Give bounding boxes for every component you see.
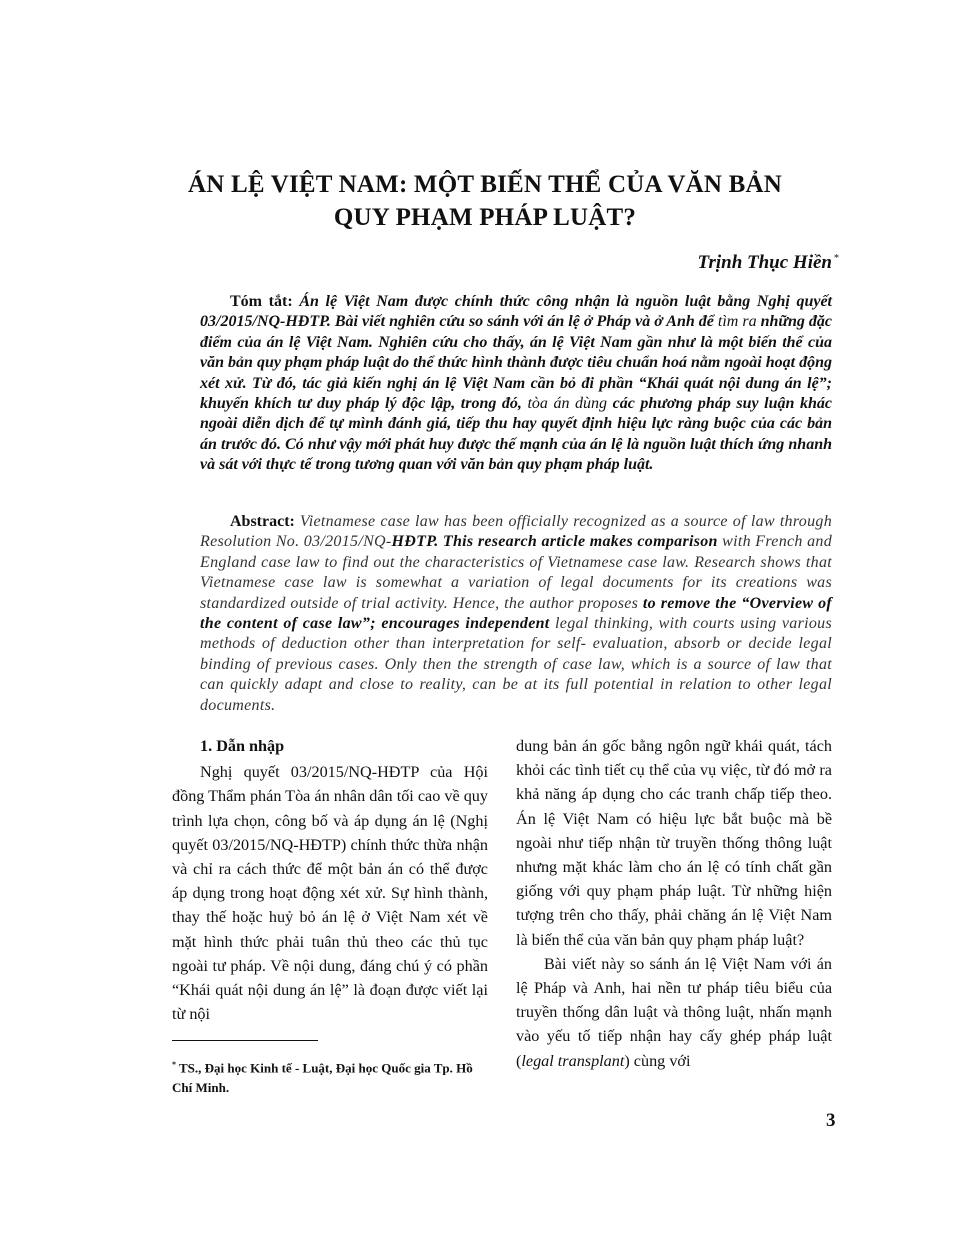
vi-abstract-text-3: những đặc điểm của án lệ Việt Nam. Nghiên cứu cho thấy, án lệ Việt Nam gần như là một biến thể của văn bản quy phạm pháp luật do thể thức hình thành được tiêu chuẩn hoá nằm ngoài hoạt động xét xử. Từ đó, tác giả kiến nghị án lệ Việt Nam cần bỏ đi phần “Khái quát nội dung án lệ”; khuyến khích tư duy pháp lý độc lập, trong đó, — [200, 313, 833, 413]
footnote-text: TS., Đại học Kinh tế - Luật, Đại học Quốc gia Tp. Hồ Chí Minh. — [172, 1060, 473, 1096]
author-name — [698, 252, 839, 274]
right-paragraph-2 — [516, 952, 832, 1073]
en-abstract-text-5: legal thinking, with courts using various methods of deduction other than interpretation for self- evaluation, absorb or decide legal binding of previous cases. Only then the strength of case law, which is a source of law that can quickly adapt and close to reality, can be at its full potential in relation to other legal documents. — [200, 615, 832, 714]
right-paragraph-2-text-a: Bài viết này so sánh án lệ Việt Nam với án lệ Pháp và Anh, hai nền tư pháp tiêu biểu của truyền thống dân luật và thông luật, nhấn mạnh vào yếu tố tiếp nhận hay cấy ghép pháp luật ( — [516, 954, 832, 1070]
en-abstract-text-3: with French and England case law to find out the characteristics of Vietnamese case law. Research shows that Vietnamese case law is somewhat a variation of legal documents for its creations was standardized outside of trial activity. Hence, the author proposes — [200, 533, 832, 612]
title-line-2: QUY PHẠM PHÁP LUẬT? — [333, 204, 637, 231]
right-paragraph-1: dung bản án gốc bằng ngôn ngữ khái quát, tách khỏi các tình tiết cụ thể của vụ việc, từ đó mở ra khả năng áp dụng cho các tranh chấp tiếp theo. Án lệ Việt Nam có hiệu lực bắt buộc mà bề ngoài như tiếp nhận từ truyền thống thông luật nhưng mặt khác làm cho án lệ có tính chất gần giống với quy phạm pháp luật. Từ những hiện tượng trên cho thấy, phải chăng án lệ Việt Nam là biến thể của văn bản quy phạm pháp luật? — [516, 737, 832, 949]
vi-abstract-text-4: tòa án dùng — [527, 395, 608, 413]
title-line-1: ÁN LỆ VIỆT NAM: MỘT BIẾN THỂ CỦA VĂN BẢN — [188, 171, 782, 198]
right-paragraph-2-italic: legal transplant — [521, 1051, 625, 1070]
footnote-mark: * — [172, 1060, 176, 1069]
footnote — [172, 1055, 492, 1098]
en-abstract-text-2: HĐTP. This research article makes comparison — [391, 533, 718, 551]
english-abstract — [200, 512, 832, 716]
page-number: 3 — [826, 1110, 836, 1131]
vietnamese-abstract — [200, 292, 832, 476]
vi-abstract-text-2: tìm ra — [717, 313, 757, 331]
section-heading: 1. Dẫn nhập — [200, 737, 285, 755]
en-abstract-text-1: Vietnamese case law has been officially recognized as a source of law through Resolution No. 03/2015/NQ- — [200, 513, 832, 551]
left-column — [172, 734, 488, 1026]
footnote-divider — [172, 1040, 318, 1041]
author-text: Trịnh Thục Hiền — [697, 252, 832, 273]
en-abstract-text-4: to remove the “Overview of the content of case law”; encourages independent — [200, 594, 832, 633]
right-column — [516, 734, 832, 1073]
vi-abstract-text-1: Án lệ Việt Nam được chính thức công nhận là nguồn luật bằng Nghị quyết 03/2015/NQ-HĐTP. Bài viết nghiên cứu so sánh với án lệ ở Pháp và ở Anh để — [200, 293, 833, 331]
author-footnote-mark: * — [834, 252, 839, 264]
vi-abstract-text-5: các phương pháp suy luận khác ngoài diễn dịch để tự mình đánh giá, tiếp thu hay quyết định hiệu lực ràng buộc của các bản án trước đó. Có như vậy mới phát huy được thế mạnh của án lệ là nguồn luật thích ứng nhanh và sát với thực tế trong tương quan với văn bản quy phạm pháp luật. — [200, 395, 832, 474]
left-paragraph: Nghị quyết 03/2015/NQ-HĐTP của Hội đồng Thẩm phán Tòa án nhân dân tối cao về quy trình lựa chọn, công bố và áp dụng án lệ (Nghị quyết 03/2015/NQ-HĐTP) chính thức thừa nhận và chỉ ra cách thức để một bản án có thể được áp dụng trong hoạt động xét xử. Sự hình thành, thay thế hoặc huỷ bỏ án lệ ở Việt Nam xét về mặt hình thức phải tuân thủ theo các thủ tục ngoài tư pháp. Về nội dung, đáng chú ý có phần “Khái quát nội dung án lệ” là đoạn được viết lại từ nội — [172, 763, 488, 1024]
right-paragraph-2-text-b: ) cùng với — [624, 1051, 691, 1070]
en-abstract-label: Abstract: — [230, 513, 295, 530]
vi-abstract-label: Tóm tắt: — [230, 293, 293, 310]
article-title — [120, 168, 850, 234]
